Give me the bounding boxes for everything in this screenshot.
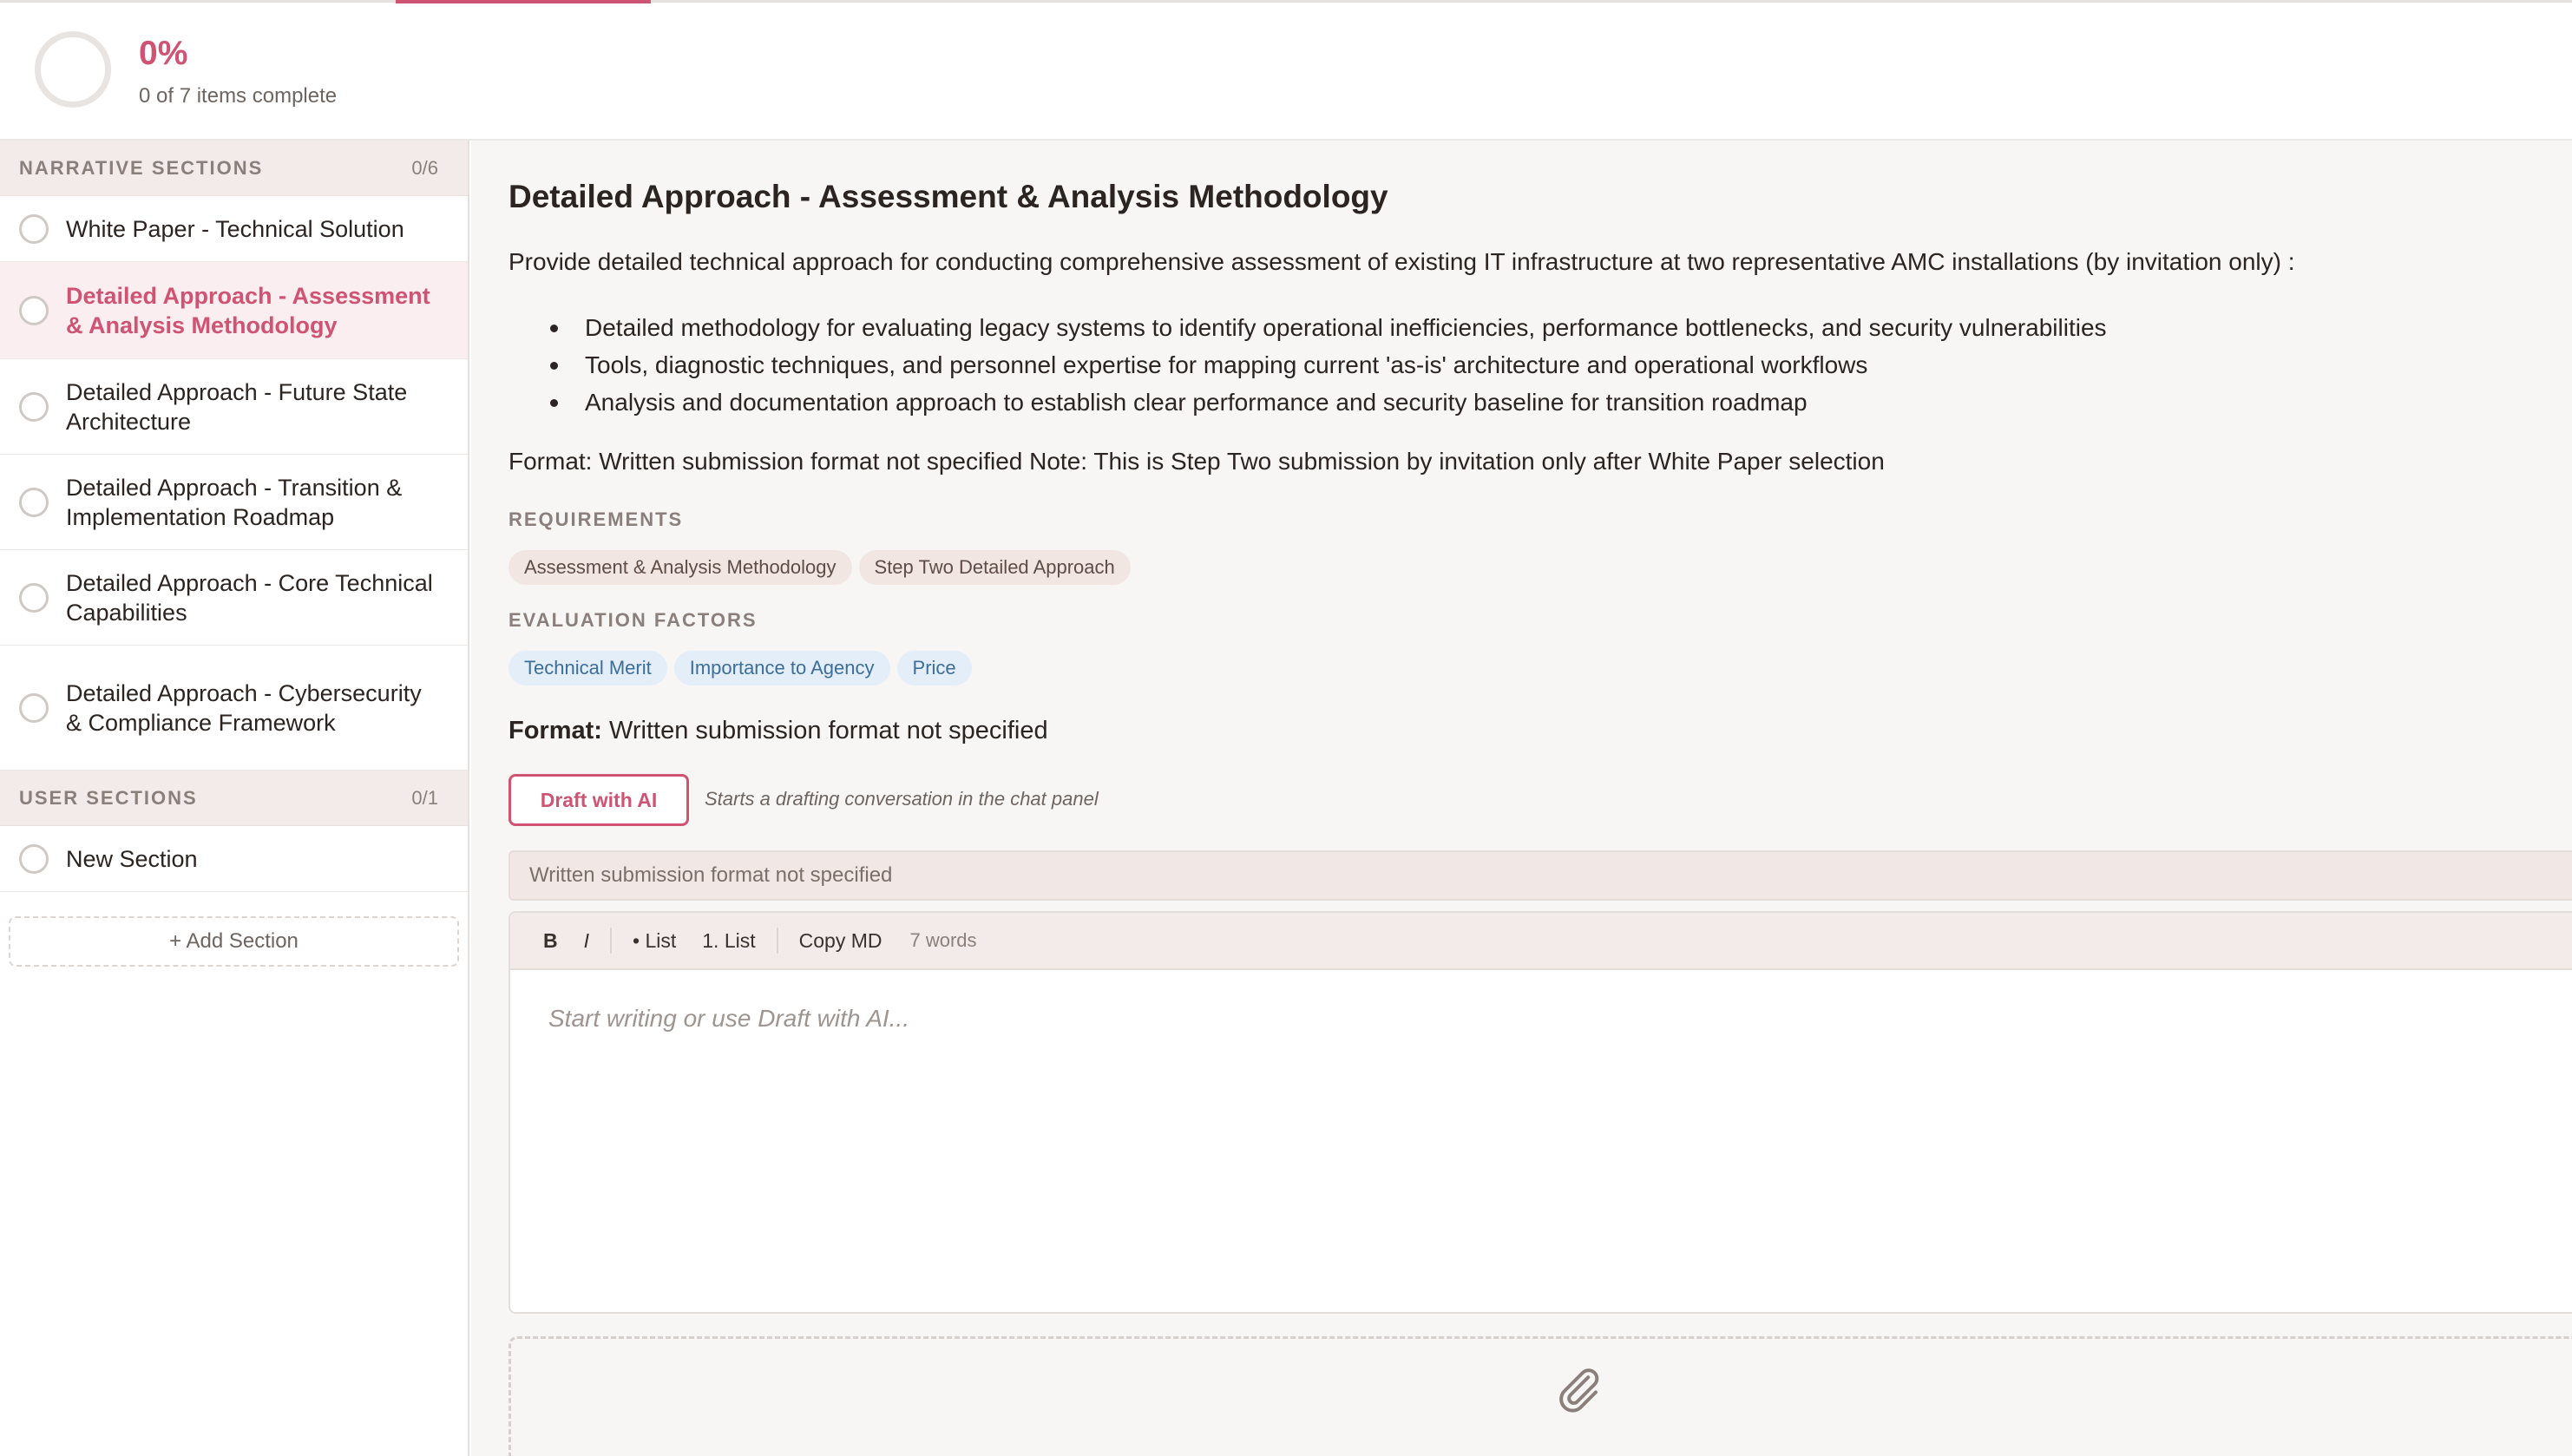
- rich-text-editor: [508, 911, 2572, 1314]
- list-item: Analysis and documentation approach to establish clear performance and security baseline for transition roadmap: [547, 384, 2107, 421]
- numbered-list-button[interactable]: 1. List: [702, 928, 756, 952]
- requirement-chip: Step Two Detailed Approach: [859, 550, 1131, 585]
- sidebar-item-future-state[interactable]: [0, 359, 468, 455]
- bullet-list-button[interactable]: • List: [633, 928, 677, 952]
- status-circle-icon: [19, 693, 49, 723]
- sidebar-item-label: Detailed Approach - Assessment & Analysis Methodology: [66, 282, 430, 338]
- progress-ring: [35, 31, 111, 108]
- status-circle-icon: [19, 392, 49, 422]
- sidebar-item-label: Detailed Approach - Core Technical Capabilities: [66, 569, 433, 626]
- editor-content-area[interactable]: Start writing or use Draft with AI...: [548, 1005, 909, 1032]
- user-sections-header: [0, 771, 468, 826]
- status-circle-icon: [19, 296, 49, 325]
- narrative-sections-header: [0, 141, 468, 196]
- sections-sidebar: [0, 141, 469, 1456]
- progress-header: [0, 0, 2572, 141]
- status-circle-icon: [19, 844, 49, 874]
- evaluation-chip: Price: [897, 651, 972, 685]
- paperclip-icon: [1552, 1363, 1604, 1415]
- attachment-dropzone[interactable]: [508, 1336, 2572, 1456]
- sidebar-item-core-capabilities[interactable]: [0, 550, 468, 646]
- list-item: Tools, diagnostic techniques, and personnel expertise for mapping current 'as-is' architecture and operational workflows: [547, 346, 2107, 384]
- sidebar-item-label: Detailed Approach - Cybersecurity & Compliance Framework: [66, 679, 422, 736]
- draft-with-ai-button[interactable]: Draft with AI: [508, 774, 689, 826]
- section-instructions: Provide detailed technical approach for conducting comprehensive assessment of existing IT infrastructure at two representative AMC installations (by invitation only) :: [508, 248, 2295, 275]
- top-divider: [0, 0, 2572, 3]
- evaluation-factors-label: EVALUATION FACTORS: [508, 609, 758, 631]
- evaluation-chip: Technical Merit: [508, 651, 667, 685]
- sidebar-item-white-paper[interactable]: [0, 196, 468, 262]
- requirement-chip: Assessment & Analysis Methodology: [508, 550, 852, 585]
- requirements-label: REQUIREMENTS: [508, 508, 684, 530]
- sidebar-item-label: Detailed Approach - Transition & Implementation Roadmap: [66, 474, 403, 530]
- toolbar-divider: [777, 928, 778, 954]
- narrative-sections-title: NARRATIVE SECTIONS: [19, 156, 264, 179]
- sidebar-item-assessment-methodology[interactable]: [0, 262, 468, 359]
- status-circle-icon: [19, 583, 49, 613]
- active-tab-indicator: [396, 0, 651, 3]
- sidebar-item-cybersecurity[interactable]: [0, 646, 468, 771]
- toolbar-divider: [610, 928, 612, 954]
- italic-button[interactable]: I: [583, 928, 590, 952]
- draft-hint: Starts a drafting conversation in the chat panel: [705, 788, 1099, 810]
- sidebar-item-new-section[interactable]: [0, 826, 468, 892]
- narrative-sections-count: 0/6: [411, 156, 438, 179]
- format-banner: Written submission format not specified: [508, 850, 2572, 901]
- section-title: Detailed Approach - Assessment & Analysis Methodology: [508, 179, 1388, 214]
- requirements-chips: [508, 550, 1131, 585]
- progress-summary: 0 of 7 items complete: [139, 84, 338, 108]
- sidebar-item-label: White Paper - Technical Solution: [66, 215, 404, 242]
- list-item: Detailed methodology for evaluating legacy systems to identify operational inefficiencies, performance bottlenecks, and security vulnerabilities: [547, 309, 2107, 346]
- instruction-bullets: [547, 309, 2107, 421]
- user-sections-title: USER SECTIONS: [19, 786, 198, 809]
- editor-toolbar: [510, 913, 2572, 970]
- evaluation-chip: Importance to Agency: [674, 651, 890, 685]
- bold-button[interactable]: B: [543, 928, 558, 952]
- status-circle-icon: [19, 214, 49, 244]
- section-editor-pane: [471, 141, 2572, 1456]
- format-note: Format: Written submission format not specified Note: This is Step Two submission by invitation only after White Paper selection: [508, 448, 1885, 475]
- sidebar-item-label: New Section: [66, 845, 198, 872]
- progress-percent: 0%: [139, 35, 188, 72]
- sidebar-item-transition-roadmap[interactable]: [0, 455, 468, 550]
- copy-markdown-button[interactable]: Copy MD: [798, 928, 882, 952]
- sidebar-item-label: Detailed Approach - Future State Architecture: [66, 378, 408, 435]
- evaluation-chips: [508, 651, 972, 685]
- word-count: 7 words: [909, 929, 977, 951]
- format-label: Format:: [508, 717, 602, 744]
- add-section-button[interactable]: + Add Section: [9, 916, 459, 967]
- user-sections-count: 0/1: [411, 786, 438, 809]
- format-line: [508, 717, 1048, 745]
- status-circle-icon: [19, 488, 49, 517]
- format-value: Written submission format not specified: [609, 717, 1048, 744]
